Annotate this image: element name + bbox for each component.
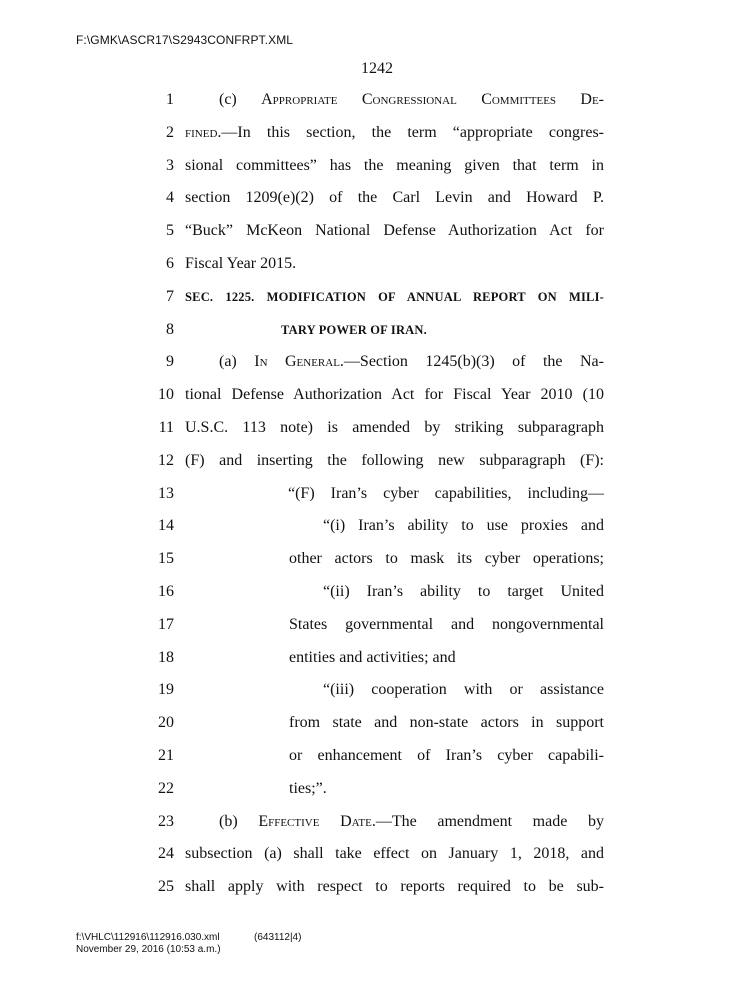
- line-text: “(iii) cooperation with or assistance: [323, 681, 604, 699]
- text-line: [0, 514, 754, 538]
- text-line: [0, 186, 754, 210]
- line-text: or enhancement of Iran’s cyber capabili-: [289, 747, 604, 764]
- line-text: “(i) Iran’s ability to use proxies and: [323, 517, 604, 535]
- line-text: Fiscal Year 2015.: [185, 255, 297, 272]
- line-text: “(ii) Iran’s ability to target United: [323, 583, 604, 600]
- line-number: 13: [158, 484, 174, 502]
- footer-code: (643112|4): [254, 932, 302, 943]
- page-number: 1242: [361, 60, 393, 77]
- line-number: 18: [158, 648, 174, 666]
- text-line: [0, 88, 754, 112]
- line-number: 15: [158, 550, 174, 568]
- footer-file: f:\VHLC\112916\112916.030.xml: [76, 932, 220, 943]
- text-line: [0, 810, 754, 834]
- line-text: (a) In General.—Section 1245(b)(3) of the Na-: [219, 353, 604, 371]
- section-heading-line: SEC. 1225. MODIFICATION OF ANNUAL REPORT ON MILI-: [185, 289, 604, 304]
- line-number: 11: [158, 419, 174, 436]
- text-line: [0, 350, 754, 374]
- line-text: ties;”.: [289, 779, 327, 797]
- line-text: “Buck” McKeon National Defense Authorization Act for: [185, 222, 604, 240]
- text-line: [0, 416, 754, 440]
- line-text: section 1209(e)(2) of the Carl Levin and Howard P.: [185, 189, 604, 207]
- line-number: 23: [158, 812, 174, 830]
- line-text: entities and activities; and: [289, 648, 456, 666]
- text-line: [0, 842, 754, 866]
- text-line: [0, 678, 754, 702]
- line-number: 3: [166, 156, 174, 174]
- footer: [76, 932, 302, 956]
- line-number: 1: [166, 91, 174, 108]
- text-line: [0, 285, 754, 309]
- text-line: [0, 219, 754, 243]
- line-number: 19: [158, 681, 174, 699]
- line-number: 4: [166, 189, 174, 207]
- line-text: States governmental and nongovernmental: [289, 615, 604, 633]
- text-line: [0, 383, 754, 407]
- text-line: [0, 646, 754, 670]
- line-number: 22: [158, 779, 174, 797]
- line-number: 2: [166, 123, 174, 141]
- line-number: 8: [166, 320, 174, 338]
- line-text: shall apply with respect to reports required to be sub-: [185, 878, 604, 896]
- line-text: “(F) Iran’s cyber capabilities, including—: [288, 484, 604, 502]
- text-line: [0, 875, 754, 899]
- line-text: subsection (a) shall take effect on January 1, 2018, and: [185, 845, 604, 863]
- line-number: 17: [158, 615, 174, 633]
- text-line: [0, 613, 754, 637]
- text-line: [0, 154, 754, 178]
- line-number: 10: [158, 386, 174, 404]
- line-number: 21: [158, 747, 174, 764]
- line-text: (F) and inserting the following new subparagraph (F):: [185, 451, 604, 469]
- line-number: 7: [166, 287, 174, 305]
- line-number: 25: [158, 878, 174, 896]
- line-text: tional Defense Authorization Act for Fiscal Year 2010 (10: [185, 386, 604, 404]
- text-line: [0, 121, 754, 145]
- line-text: U.S.C. 113 note) is amended by striking subparagraph: [185, 419, 604, 436]
- line-text: from state and non-state actors in support: [289, 714, 604, 732]
- line-number: 6: [166, 255, 174, 272]
- line-number: 20: [158, 714, 174, 732]
- line-number: 5: [166, 222, 174, 240]
- line-number: 9: [166, 353, 174, 371]
- text-line: [0, 777, 754, 801]
- text-line: [0, 580, 754, 604]
- line-text: fined.—In this section, the term “appropriate congres-: [185, 123, 604, 141]
- text-line: [0, 318, 754, 342]
- file-path-header: F:\GMK\ASCR17\S2943CONFRPT.XML: [76, 33, 294, 47]
- line-number: 16: [158, 583, 174, 600]
- line-number: 12: [158, 451, 174, 469]
- text-line: [0, 482, 754, 506]
- line-number: 14: [158, 517, 174, 535]
- line-text: other actors to mask its cyber operations;: [289, 550, 604, 568]
- text-line: [0, 711, 754, 735]
- line-number: 24: [158, 845, 174, 863]
- line-text: (b) Effective Date.—The amendment made by: [219, 812, 604, 830]
- footer-date: November 29, 2016 (10:53 a.m.): [76, 944, 221, 955]
- text-line: [0, 547, 754, 571]
- line-text: sional committees” has the meaning given that term in: [185, 156, 604, 174]
- line-text: (c) Appropriate Congressional Committees De-: [219, 91, 604, 108]
- section-heading-line: TARY POWER OF IRAN.: [281, 322, 427, 337]
- text-line: [0, 449, 754, 473]
- text-line: [0, 744, 754, 768]
- text-line: [0, 252, 754, 276]
